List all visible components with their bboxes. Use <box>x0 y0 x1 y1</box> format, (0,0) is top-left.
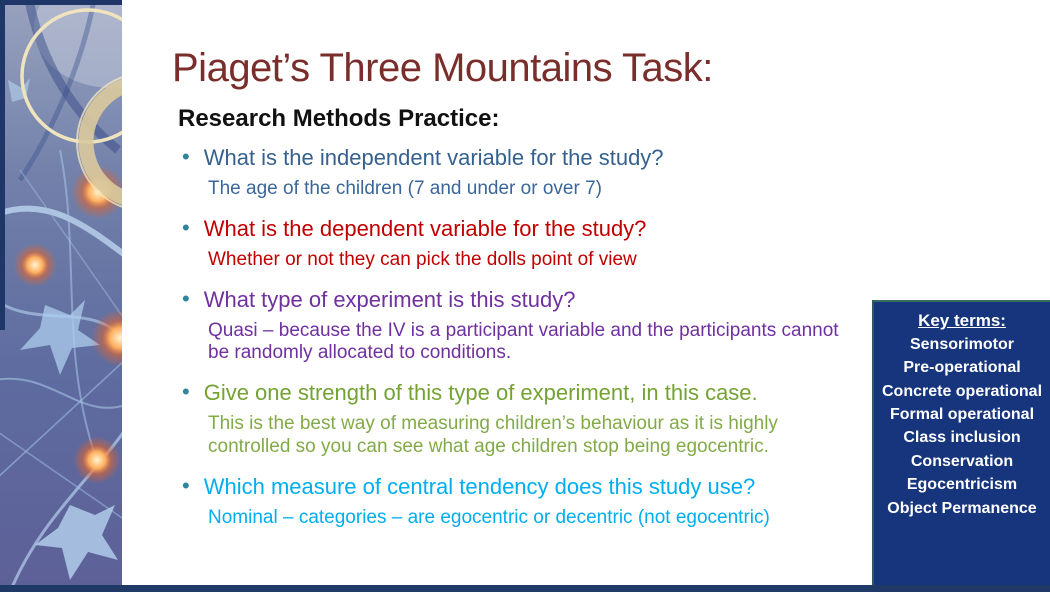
key-term: Sensorimotor <box>909 336 1014 353</box>
key-terms-title: Key terms: <box>918 311 1006 330</box>
bottom-bar <box>0 585 1050 592</box>
question-text: What is the dependent variable for the study? <box>203 215 647 241</box>
qa-item <box>182 380 872 459</box>
answer-text: Whether or not they can pick the dolls point of view <box>208 248 637 270</box>
answer-text: Nominal – categories – are egocentric or decentric (not egocentric) <box>208 506 770 528</box>
bullet-icon: • <box>182 472 190 498</box>
qa-item <box>182 474 872 530</box>
qa-list <box>182 145 872 530</box>
qa-item <box>182 216 872 272</box>
section-heading: Research Methods Practice: <box>178 104 500 132</box>
bullet-icon: • <box>182 379 190 405</box>
slide-content <box>122 0 872 585</box>
answer-text: Quasi – because the IV is a participant variable and the participants cannot be randomly allocated to conditions. <box>208 319 839 364</box>
key-term: Egocentricism <box>906 476 1018 494</box>
bullet-icon: • <box>182 214 190 240</box>
answer-text: The age of the children (7 and under or over 7) <box>208 177 602 199</box>
question-text: Which measure of central tendency does this study use? <box>203 473 756 499</box>
qa-item <box>182 145 872 201</box>
question-text: What is the independent variable for the study? <box>203 144 664 170</box>
question-text: What type of experiment is this study? <box>203 286 576 312</box>
key-term: Formal operational <box>889 406 1035 424</box>
neuron-artwork <box>0 0 122 592</box>
key-term: Concrete operational <box>881 382 1043 400</box>
qa-item <box>182 287 872 366</box>
key-terms-panel <box>872 300 1050 585</box>
key-term: Conservation <box>910 452 1014 470</box>
key-term: Object Permanence <box>887 499 1037 517</box>
key-term: Class inclusion <box>903 429 1021 447</box>
answer-text: This is the best way of measuring children’s behaviour as it is highly controlled so you can see what age children stop being egocentric. <box>208 413 778 458</box>
slide-title: Piaget’s Three Mountains Task: <box>172 46 713 90</box>
bullet-icon: • <box>182 285 190 311</box>
neuron-artwork-image <box>0 0 122 592</box>
key-term: Pre-operational <box>903 359 1021 377</box>
question-text: Give one strength of this type of experiment, in this case. <box>203 380 758 406</box>
bullet-icon: • <box>182 143 190 169</box>
